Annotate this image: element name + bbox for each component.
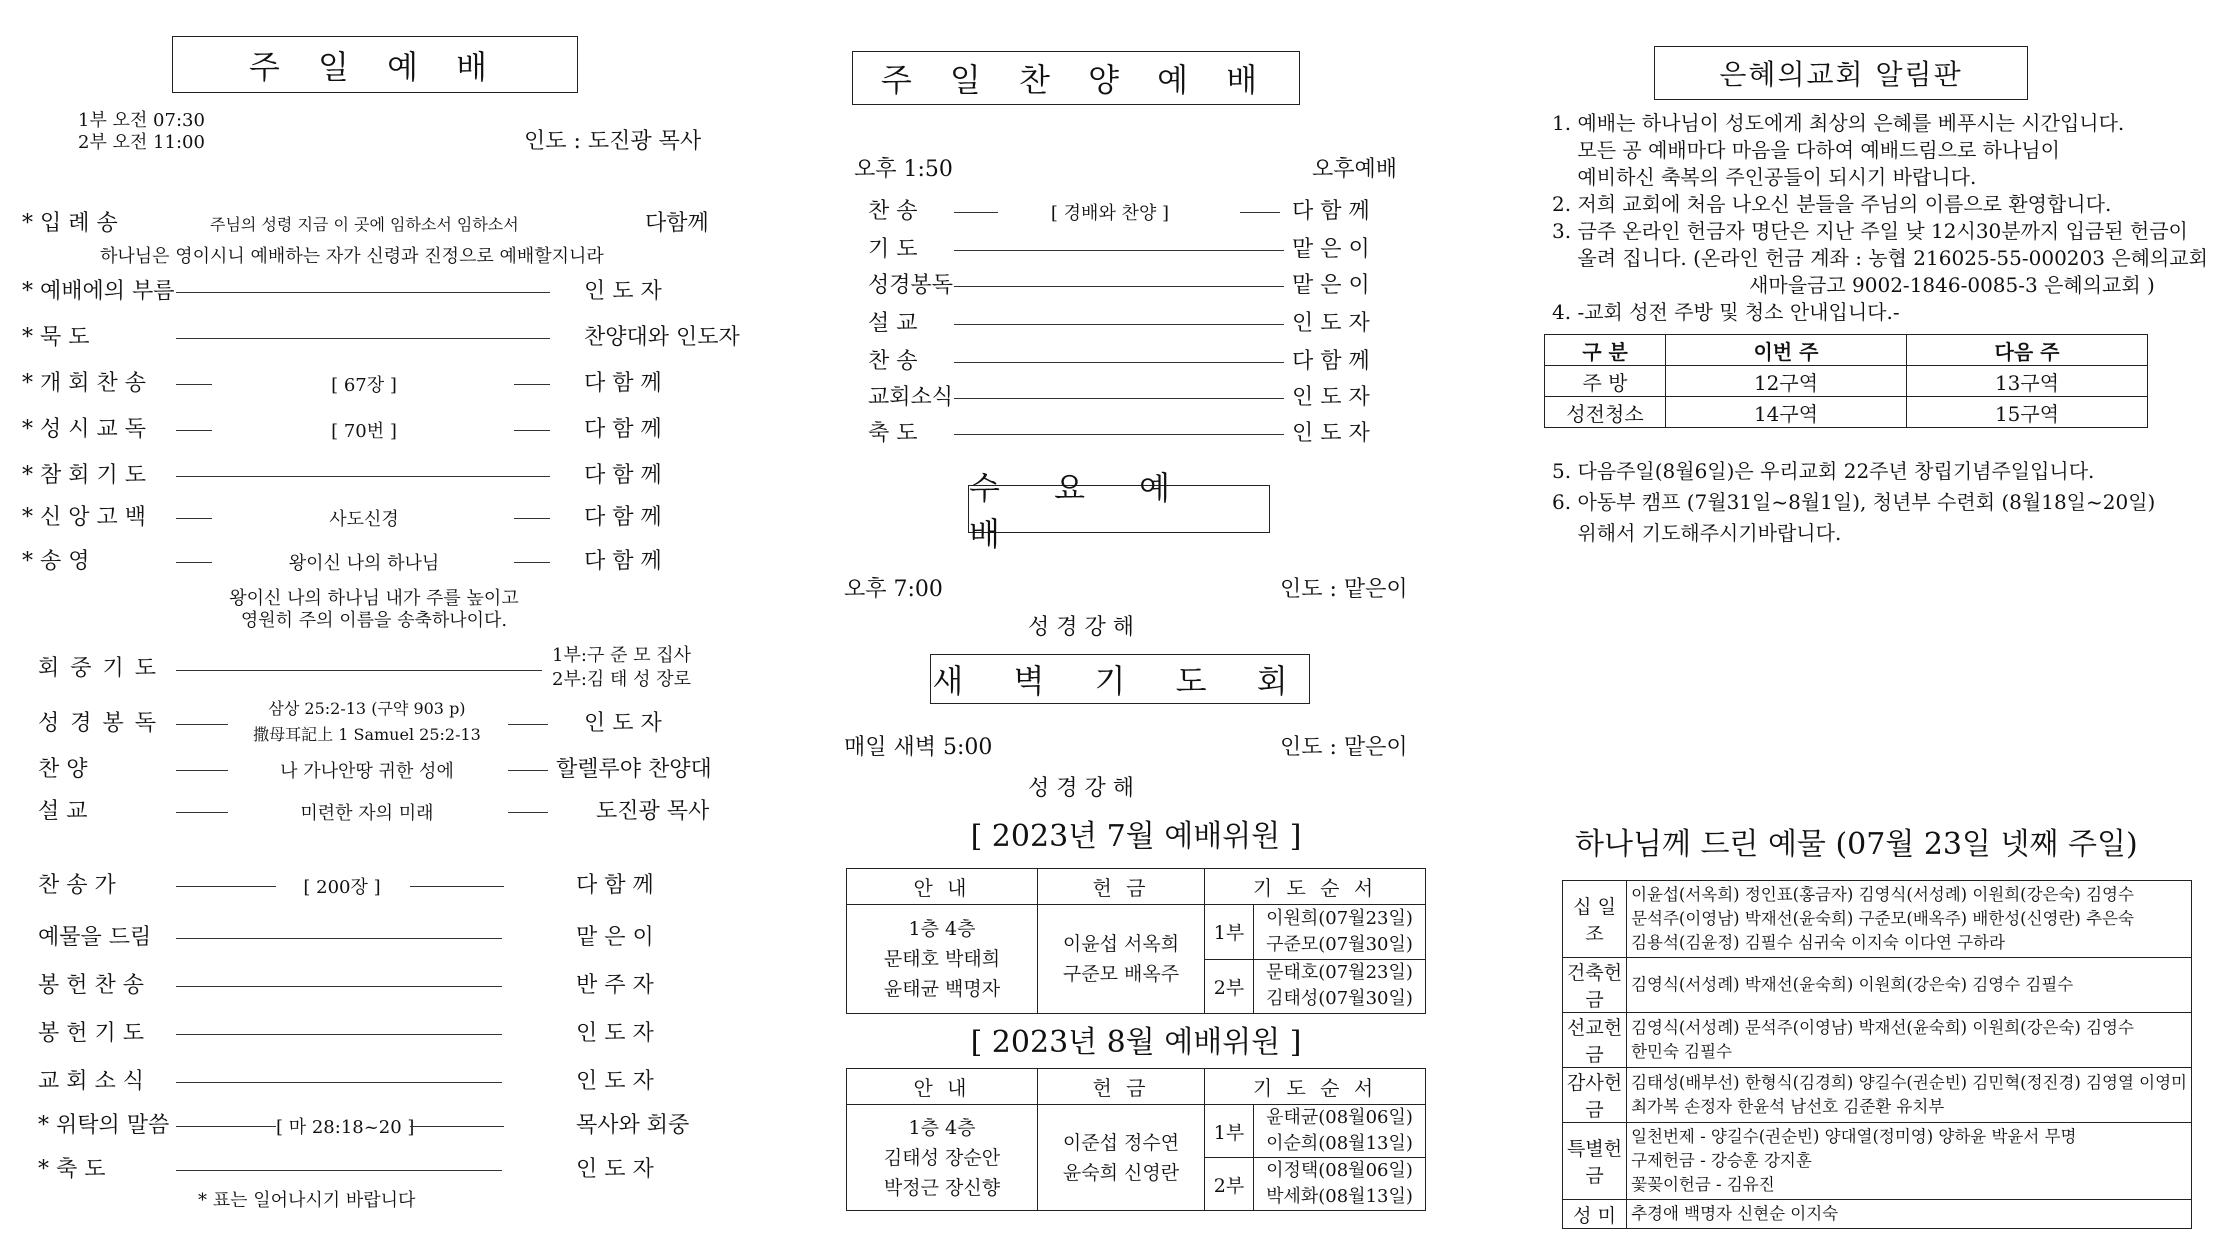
reading-label: 성 경 봉 독 <box>38 711 158 736</box>
order-right: 맡 은 이 <box>1292 237 1370 262</box>
offering-names-line: 꽃꽂이헌금 - 김유진 <box>1631 1175 1775 1194</box>
prayer-leader-line <box>176 670 542 671</box>
order-line-left <box>954 212 998 213</box>
offering-names-line: 문석주(이영남) 박재선(윤숙희) 구준모(배옥주) 배한성(신영란) 추은숙 <box>1631 909 2134 928</box>
offering-names-line: 김용석(김윤정) 김필수 심귀숙 이지숙 이다연 구하라 <box>1631 933 2005 952</box>
order-line-right <box>514 518 550 519</box>
order-line <box>176 1034 502 1035</box>
sermon-center: 미련한 자의 미래 <box>300 803 434 824</box>
offering-names <box>1627 881 2192 958</box>
order-label: 교 회 소 식 <box>38 1069 144 1094</box>
prayer-part: 2부 <box>1205 1158 1254 1211</box>
order-right: 다 함 께 <box>576 873 654 898</box>
dawn-study: 성 경 강 해 <box>1028 776 1134 801</box>
notice-line: 3. 금주 온라인 헌금자 명단은 지난 주일 낮 12시30분까지 입금된 헌금이 <box>1552 219 2188 243</box>
order-label: * 참 회 기 도 <box>22 463 146 488</box>
wednesday-leader: 인도 : 맡은이 <box>1280 577 1408 602</box>
praise-line-right <box>508 770 548 771</box>
guide-line: 김태성 장순안 <box>883 1146 1001 1169</box>
intro-text-2: 하나님은 영이시니 예배하는 자가 신령과 진정으로 예배할지니라 <box>100 246 604 267</box>
order-line-left <box>176 1126 276 1127</box>
order-label: 찬 송 <box>868 349 918 374</box>
cleaning-cell: 15구역 <box>1907 397 2148 428</box>
notice-title-box <box>1654 46 2028 100</box>
order-line <box>954 398 1284 399</box>
prayer-right-2: 2부:김 태 성 장로 <box>552 669 692 690</box>
order-center: [ 70번 ] <box>331 421 397 442</box>
table-header: 헌 금 <box>1038 1069 1205 1105</box>
order-label: * 성 시 교 독 <box>22 417 146 442</box>
guide-line: 1층 4층 <box>908 1116 976 1139</box>
order-right: 목사와 회중 <box>576 1113 690 1138</box>
offering-line: 윤숙희 신영란 <box>1062 1161 1180 1184</box>
order-line-left <box>176 384 212 385</box>
prayer-names <box>1254 1158 1426 1211</box>
order-line-left <box>176 518 212 519</box>
sunday-title: 주 일 예 배 <box>248 47 502 86</box>
order-line-right <box>514 562 550 563</box>
notice-list <box>1552 110 2208 326</box>
sunday-title-box <box>172 36 578 93</box>
august-committee-table <box>846 1068 1426 1211</box>
notice-line: 2. 저희 교회에 처음 나오신 분들을 주님의 이름으로 환영합니다. <box>1552 192 2112 216</box>
prayer-name: 구준모(07월30일) <box>1266 933 1413 955</box>
prayer-names <box>1254 959 1426 1014</box>
cleaning-header: 이번 주 <box>1666 335 1907 366</box>
order-center: [ 200장 ] <box>303 877 381 898</box>
guide-cell <box>847 1105 1038 1211</box>
sermon-right: 도진광 목사 <box>596 799 710 824</box>
reading-center-1: 삼상 25:2-13 (구약 903 p) <box>268 699 466 718</box>
table-header: 기 도 순 서 <box>1205 869 1426 905</box>
order-line-right <box>514 384 550 385</box>
offering-line: 구준모 배옥주 <box>1062 963 1180 985</box>
order-right: 인 도 자 <box>576 1069 654 1094</box>
offering-cell <box>1038 1105 1205 1211</box>
order-label: * 예배에의 부름 <box>22 279 175 304</box>
song-note-2: 영원히 주의 이름을 송축하나이다. <box>240 610 508 631</box>
guide-line: 문태호 박태희 <box>883 948 1001 970</box>
notice-line: 4. -교회 성전 주방 및 청소 안내입니다.- <box>1552 300 1900 324</box>
order-line-right <box>514 430 550 431</box>
offering-title: 하나님께 드린 예물 (07월 23일 넷째 주일) <box>1575 827 2138 862</box>
cleaning-header: 다음 주 <box>1907 335 2148 366</box>
song-note <box>0 588 748 632</box>
order-line <box>954 362 1284 363</box>
order-label: * 묵 도 <box>22 325 90 350</box>
order-right: 다 함 께 <box>584 549 662 574</box>
order-right: 다 함 께 <box>584 417 662 442</box>
offering-table <box>1562 880 2192 1229</box>
cleaning-cell: 14구역 <box>1666 397 1907 428</box>
notice-line: 예비하신 축복의 주인공들이 되시기 바랍니다. <box>1552 165 1977 189</box>
order-right: 인 도 자 <box>1292 311 1370 336</box>
prayer-part: 2부 <box>1205 959 1254 1014</box>
wednesday-title: 수 요 예 배 <box>969 469 1193 553</box>
offering-line: 이준섭 정수연 <box>1062 1131 1180 1154</box>
offering-names <box>1627 958 2192 1013</box>
order-label: 봉 헌 찬 송 <box>38 973 144 998</box>
order-center: [ 경배와 찬양 ] <box>1050 203 1170 224</box>
prayer-part: 1부 <box>1205 1105 1254 1158</box>
order-label: 찬 송 가 <box>38 873 116 898</box>
order-label: * 위탁의 말씀 <box>38 1113 170 1138</box>
offering-cell <box>1038 905 1205 1014</box>
order-line-right <box>1240 212 1280 213</box>
cleaning-cell: 13구역 <box>1907 366 2148 397</box>
prayer-names <box>1254 1105 1426 1158</box>
order-line-left <box>176 562 212 563</box>
order-right: 다 함 께 <box>1292 199 1370 224</box>
order-line <box>176 476 550 477</box>
order-label: 설 교 <box>868 311 918 336</box>
notice-line: 올려 집니다. (온라인 헌금 계좌 : 농협 216025-55-000203 은혜의교회 <box>1552 246 2208 270</box>
order-line-left <box>176 430 212 431</box>
guide-line: 박정근 장신향 <box>883 1176 1001 1199</box>
notice-line: 위해서 기도해주시기바랍니다. <box>1552 521 1842 545</box>
intro-by: 다함께 <box>645 211 709 236</box>
praise-line-left <box>176 770 228 771</box>
sermon-line-right <box>508 812 548 813</box>
wednesday-study: 성 경 강 해 <box>1028 615 1134 640</box>
offering-names-line: 일천번제 - 양길수(권순빈) 양대열(정미영) 양하윤 박윤서 무명 <box>1631 1127 2077 1146</box>
order-right: 다 함 께 <box>584 505 662 530</box>
offering-names-line: 한민숙 김필수 <box>1631 1042 1732 1061</box>
offering-names-line: 구제헌금 - 강승훈 강지훈 <box>1631 1151 1812 1170</box>
intro-text: 주님의 성령 지금 이 곳에 임하소서 임하소서 <box>210 215 519 234</box>
reading-center <box>236 696 498 748</box>
order-right: 다 함 께 <box>584 463 662 488</box>
order-right: 인 도 자 <box>576 1021 654 1046</box>
offering-names-line: 김영식(서성례) 박재선(윤숙희) 이원희(강은숙) 김영수 김필수 <box>1631 975 2074 994</box>
offering-names <box>1627 1200 2192 1229</box>
reading-right: 인 도 자 <box>584 711 662 736</box>
order-right: 반 주 자 <box>576 973 654 998</box>
song-note-1: 왕이신 나의 하나님 내가 주를 높이고 <box>229 588 519 609</box>
notice-title: 은혜의교회 알림판 <box>1719 58 1963 91</box>
prayer-names <box>1254 905 1426 960</box>
order-line <box>176 292 550 293</box>
order-label: 봉 헌 기 도 <box>38 1021 144 1046</box>
notice-line: 6. 아동부 캠프 (7월31일~8월1일), 청년부 수련회 (8월18일~20일) <box>1552 490 2156 514</box>
offering-category: 특별헌금 <box>1563 1123 1627 1200</box>
order-label: 축 도 <box>868 421 918 446</box>
order-line-right <box>410 886 504 887</box>
offering-category: 성 미 <box>1563 1200 1627 1229</box>
offering-category: 십 일 조 <box>1563 881 1627 958</box>
offering-names-line: 최가복 손정자 한윤석 남선호 김준환 유치부 <box>1631 1097 1945 1116</box>
order-right: 인 도 자 <box>1292 421 1370 446</box>
praise-service-title-box <box>852 51 1300 105</box>
offering-names-line: 김영식(서성례) 문석주(이영남) 박재선(윤숙희) 이원희(강은숙) 김영수 <box>1631 1018 2134 1037</box>
order-line <box>176 1170 502 1171</box>
order-line-left <box>176 886 276 887</box>
order-label: * 송 영 <box>22 549 90 574</box>
prayer-name: 문태호(07월23일) <box>1266 962 1413 984</box>
sunday-time-1: 1부 오전 07:30 <box>78 110 205 131</box>
prayer-name: 김태성(07월30일) <box>1266 988 1413 1010</box>
order-line <box>954 324 1284 325</box>
order-label: 찬 송 <box>868 199 918 224</box>
offering-names-line: 추경애 백명자 신현순 이지숙 <box>1631 1204 1839 1223</box>
table-header: 헌 금 <box>1038 869 1205 905</box>
order-label: * 신 앙 고 백 <box>22 505 146 530</box>
july-title: [ 2023년 7월 예배위원 ] <box>970 819 1302 854</box>
prayer-part: 1부 <box>1205 905 1254 960</box>
order-line <box>176 986 502 987</box>
dawn-time: 매일 새벽 5:00 <box>844 735 993 760</box>
offering-names <box>1627 1068 2192 1123</box>
sunday-times <box>78 110 205 154</box>
order-line <box>954 250 1284 251</box>
offering-line: 이윤섭 서옥희 <box>1062 933 1180 955</box>
order-label: * 개 회 찬 송 <box>22 371 146 396</box>
notice-line: 모든 공 예배마다 마음을 다하여 예배드림으로 하나님이 <box>1552 138 2060 162</box>
order-label: 교회소식 <box>868 385 954 410</box>
august-title: [ 2023년 8월 예배위원 ] <box>970 1025 1302 1060</box>
offering-names <box>1627 1013 2192 1068</box>
praise-center: 나 가나안땅 귀한 성에 <box>280 761 454 782</box>
table-header: 안 내 <box>847 869 1038 905</box>
guide-cell <box>847 905 1038 1014</box>
order-line <box>954 286 1284 287</box>
praise-label: 찬 양 <box>38 757 88 782</box>
table-header: 기 도 순 서 <box>1205 1069 1426 1105</box>
notice-line: 5. 다음주일(8월6일)은 우리교회 22주년 창립기념주일입니다. <box>1552 459 2095 483</box>
order-right: 인 도 자 <box>1292 385 1370 410</box>
guide-line: 1층 4층 <box>908 918 976 940</box>
cleaning-cell: 성전청소 <box>1545 397 1666 428</box>
order-label: 기 도 <box>868 237 918 262</box>
order-line <box>176 338 550 339</box>
sunday-time-2: 2부 오전 11:00 <box>78 132 205 153</box>
order-line <box>176 1082 502 1083</box>
order-right: 찬양대와 인도자 <box>584 325 740 350</box>
order-label: * 축 도 <box>38 1157 106 1182</box>
cleaning-cell: 12구역 <box>1666 366 1907 397</box>
praise-service-kind: 오후예배 <box>1312 157 1398 182</box>
order-center: [ 67장 ] <box>331 375 397 396</box>
sunday-leader: 인도 : 도진광 목사 <box>524 129 702 154</box>
notice-line: 새마을금고 9002-1846-0085-3 은혜의교회 ) <box>1552 273 2155 297</box>
offering-names-line: 김태성(배부선) 한형식(김경희) 양길수(권순빈) 김민혁(정진경) 김영열 이영미 <box>1631 1073 2187 1092</box>
order-line <box>176 938 502 939</box>
guide-line: 윤태균 백명자 <box>883 978 1001 1000</box>
offering-names-line: 이윤섭(서옥희) 정인표(홍금자) 김영식(서성례) 이원희(강은숙) 김영수 <box>1631 885 2134 904</box>
order-right: 맡 은 이 <box>576 925 654 950</box>
cleaning-schedule-table <box>1544 334 2148 428</box>
sermon-label: 설 교 <box>38 799 88 824</box>
reading-center-2: 撒母耳記上 1 Samuel 25:2-13 <box>253 725 481 744</box>
prayer-name: 이정택(08월06일) <box>1266 1160 1413 1181</box>
cleaning-header: 구 분 <box>1545 335 1666 366</box>
prayer-name: 박세화(08월13일) <box>1266 1186 1413 1207</box>
order-label: 성경봉독 <box>868 273 954 298</box>
reading-line-right <box>508 724 548 725</box>
prayer-right-1: 1부:구 준 모 집사 <box>552 645 692 666</box>
order-label: 예물을 드림 <box>38 925 152 950</box>
order-right: 다 함 께 <box>584 371 662 396</box>
order-right: 인 도 자 <box>584 279 662 304</box>
offering-category: 선교헌금 <box>1563 1013 1627 1068</box>
offering-names <box>1627 1123 2192 1200</box>
notice-line: 1. 예배는 하나님이 성도에게 최상의 은혜를 베푸시는 시간입니다. <box>1552 111 2125 135</box>
cleaning-cell: 주 방 <box>1545 366 1666 397</box>
order-center: 왕이신 나의 하나님 <box>288 553 440 574</box>
order-center: [ 마 28:18~20 ] <box>276 1117 415 1138</box>
reading-line-left <box>176 724 228 725</box>
dawn-title: 새 벽 기 도 회 <box>932 662 1308 700</box>
prayer-label: 회 중 기 도 <box>38 656 158 681</box>
wednesday-time: 오후 7:00 <box>844 577 943 602</box>
footnote: * 표는 일어나시기 바랍니다 <box>198 1190 416 1211</box>
praise-right: 할렐루야 찬양대 <box>556 757 712 782</box>
order-right: 맡 은 이 <box>1292 273 1370 298</box>
wednesday-title-box <box>968 469 1270 553</box>
dawn-leader: 인도 : 맡은이 <box>1280 735 1408 760</box>
order-line <box>954 434 1284 435</box>
prayer-right <box>552 644 691 692</box>
order-line-right <box>410 1126 504 1127</box>
notice-list-2 <box>1552 456 2155 549</box>
prayer-name: 이원희(07월23일) <box>1266 907 1413 929</box>
dawn-title-box <box>930 654 1310 704</box>
table-header: 안 내 <box>847 1069 1038 1105</box>
prayer-name: 윤태균(08월06일) <box>1266 1107 1413 1128</box>
july-committee-table <box>846 868 1426 1014</box>
sermon-line-left <box>176 812 228 813</box>
order-right: 인 도 자 <box>576 1157 654 1182</box>
offering-category: 건축헌금 <box>1563 958 1627 1013</box>
praise-service-title: 주 일 찬 양 예 배 <box>880 61 1272 99</box>
offering-category: 감사헌금 <box>1563 1068 1627 1123</box>
order-right: 다 함 께 <box>1292 349 1370 374</box>
order-center: 사도신경 <box>329 509 399 530</box>
prayer-name: 이순희(08월13일) <box>1266 1133 1413 1154</box>
praise-service-time: 오후 1:50 <box>854 157 953 182</box>
intro-label: * 입 례 송 <box>22 211 118 236</box>
